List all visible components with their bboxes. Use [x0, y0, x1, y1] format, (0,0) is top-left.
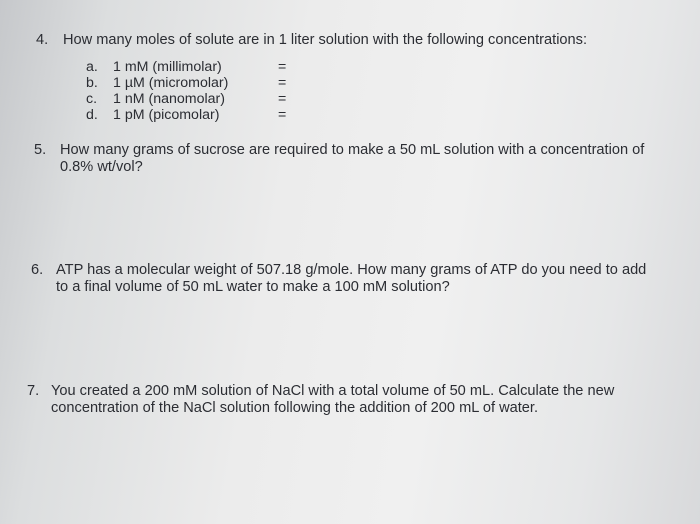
- sub-question-text: 1 nM (nanomolar): [113, 91, 225, 107]
- sub-question-letter: d.: [86, 107, 98, 123]
- question-text: [56, 262, 646, 296]
- sub-question-text: 1 mM (millimolar): [113, 59, 222, 75]
- question-number: 7.: [27, 383, 40, 399]
- question-line: You created a 200 mM solution of NaCl with a total volume of 50 mL. Calculate the new: [51, 383, 615, 399]
- question-line: How many moles of solute are in 1 liter solution with the following concentrations:: [63, 32, 588, 48]
- sub-question-letter: c.: [86, 91, 98, 107]
- question-text: [63, 32, 587, 49]
- sub-question-letter: a.: [86, 59, 98, 75]
- question-line: ATP has a molecular weight of 507.18 g/mole. How many grams of ATP do you need to add: [56, 262, 647, 278]
- question-4: [36, 32, 636, 132]
- equals-sign: =: [278, 75, 287, 91]
- sub-question-letter: b.: [86, 75, 98, 91]
- equals-sign: =: [278, 59, 287, 75]
- question-7: [27, 383, 667, 423]
- question-number: 4.: [36, 32, 49, 48]
- question-line: concentration of the NaCl solution following the addition of 200 mL of water.: [51, 400, 539, 416]
- sub-question-text: 1 µM (micromolar): [113, 75, 229, 91]
- question-text: [60, 142, 644, 176]
- question-6: [31, 262, 681, 302]
- equals-sign: =: [278, 107, 287, 123]
- question-line: to a final volume of 50 mL water to make a 100 mM solution?: [56, 279, 450, 295]
- equals-sign: =: [278, 91, 287, 107]
- question-text: [51, 383, 614, 417]
- question-line: How many grams of sucrose are required to make a 50 mL solution with a concentration of: [60, 142, 645, 158]
- question-number: 6.: [31, 262, 44, 278]
- question-line: 0.8% wt/vol?: [60, 159, 143, 175]
- sub-question-text: 1 pM (picomolar): [113, 107, 220, 123]
- question-number: 5.: [34, 142, 47, 158]
- question-5: [34, 142, 674, 182]
